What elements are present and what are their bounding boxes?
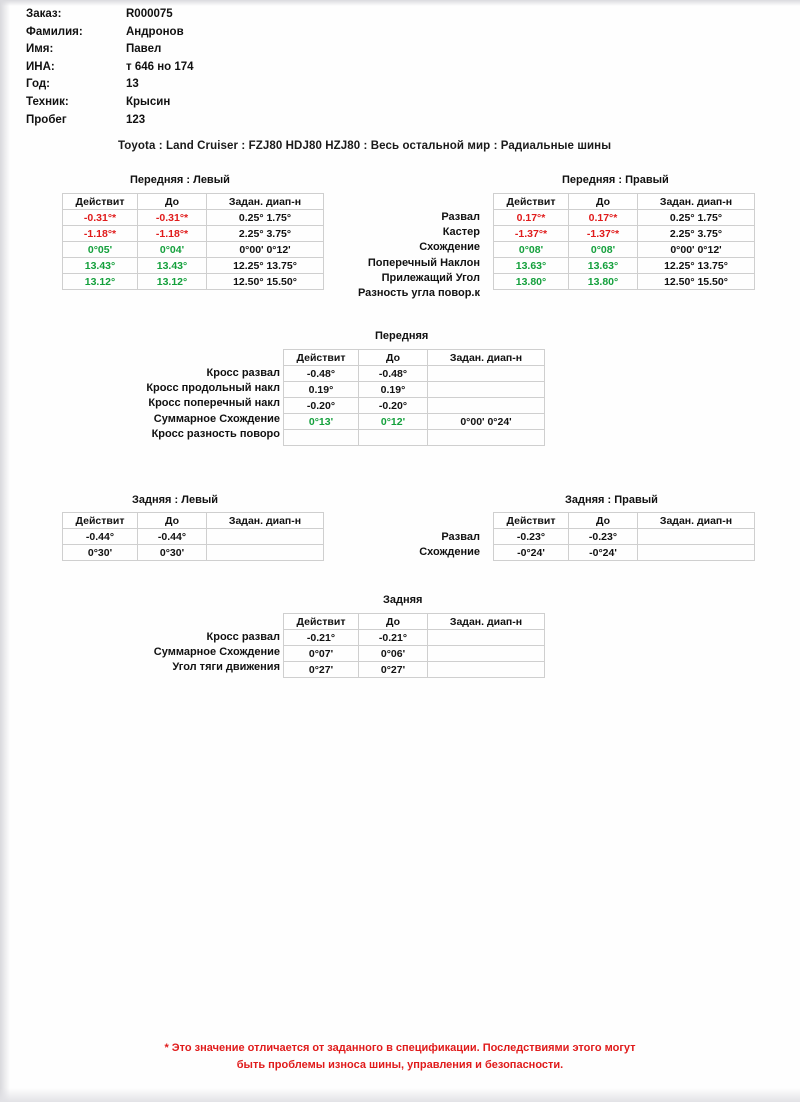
- spec-warning-footnote: [0, 1040, 800, 1074]
- front-row-labels: [330, 210, 480, 301]
- cell-spec: 2.25° 3.75°: [638, 226, 755, 242]
- cell-actual: 0°13': [284, 414, 359, 430]
- rear-cross-label-total-toe: Суммарное Схождение: [153, 646, 280, 659]
- cell-spec: 0°00' 0°12': [638, 242, 755, 258]
- front-label-sai: Поперечный Наклон: [367, 256, 480, 269]
- cell-actual: -0.20°: [284, 398, 359, 414]
- table-row: [284, 630, 545, 646]
- header-row: [26, 59, 194, 77]
- cell-before: -1.18°*: [138, 226, 207, 242]
- col-before: До: [569, 194, 638, 210]
- cell-spec: [207, 545, 324, 561]
- header-label-mileage: Пробег: [26, 113, 67, 126]
- cell-spec: [428, 398, 545, 414]
- table-row: [63, 545, 324, 561]
- cell-actual: -0.48°: [284, 366, 359, 382]
- col-actual: Действит: [494, 194, 569, 210]
- header-value-year: 13: [126, 78, 139, 91]
- front-label-camber: Развал: [441, 211, 480, 223]
- front-left-title: Передняя : Левый: [130, 174, 230, 186]
- front-cross-table: [283, 349, 545, 446]
- cell-actual: -1.37°*: [494, 226, 569, 242]
- cell-before: 0°12': [359, 414, 428, 430]
- cell-before: 0°04': [138, 242, 207, 258]
- front-label-toe: Схождение: [419, 241, 480, 254]
- col-before: До: [138, 194, 207, 210]
- header-value-mileage: 123: [126, 113, 146, 126]
- cell-actual: -0°24': [494, 545, 569, 561]
- header-value-plate: т 646 но 174: [126, 60, 194, 73]
- front-left-table: [62, 193, 324, 290]
- cell-actual: 0°08': [494, 242, 569, 258]
- table-row: [494, 545, 755, 561]
- cell-spec: 12.50° 15.50°: [207, 274, 324, 290]
- footnote-line-1: * Это значение отличается от заданного в спецификации. Последствиями этого могут: [164, 1042, 636, 1054]
- cell-actual: 0.19°: [284, 382, 359, 398]
- col-actual: Действит: [63, 194, 138, 210]
- cell-spec: [428, 382, 545, 398]
- cell-spec: [428, 366, 545, 382]
- table-row: [494, 274, 755, 290]
- cell-spec: 0.25° 1.75°: [207, 210, 324, 226]
- table-header-row: [284, 614, 545, 630]
- cell-actual: 13.63°: [494, 258, 569, 274]
- col-before: До: [359, 350, 428, 366]
- col-spec: Задан. диап-н: [428, 350, 545, 366]
- front-label-turning-angle-diff: Разность угла повор.к: [357, 287, 480, 300]
- front-cross-label-cross-turn-diff: Кросс разность поворо: [151, 427, 280, 440]
- cell-actual: -0.21°: [284, 630, 359, 646]
- cell-before: 13.43°: [138, 258, 207, 274]
- table-row: [494, 529, 755, 545]
- vehicle-spec-line: Toyota : Land Cruiser : FZJ80 HDJ80 HZJ80 : Весь остальной мир : Радиальные шины: [118, 140, 612, 152]
- header-row: [26, 112, 194, 130]
- cell-before: -0.21°: [359, 630, 428, 646]
- header-label-lastname: Фамилия:: [26, 25, 83, 38]
- header-row: [26, 6, 194, 24]
- col-before: До: [138, 513, 207, 529]
- cell-spec: [207, 529, 324, 545]
- col-actual: Действит: [63, 513, 138, 529]
- header-row: [26, 41, 194, 59]
- col-spec: Задан. диап-н: [638, 194, 755, 210]
- table-row: [284, 398, 545, 414]
- front-label-caster: Кастер: [442, 226, 480, 239]
- order-header: [26, 6, 194, 129]
- cell-before: -0.48°: [359, 366, 428, 382]
- rear-row-labels: [330, 530, 480, 560]
- table-row: [63, 274, 324, 290]
- front-cross-label-total-toe: Суммарное Схождение: [153, 412, 280, 425]
- rear-label-toe: Схождение: [419, 546, 480, 559]
- cell-actual: -0.23°: [494, 529, 569, 545]
- cell-spec: [428, 630, 545, 646]
- cell-before: 13.12°: [138, 274, 207, 290]
- table-row: [494, 242, 755, 258]
- cell-before: -0°24': [569, 545, 638, 561]
- cell-actual: 0°30': [63, 545, 138, 561]
- rear-cross-label-thrust-angle: Угол тяги движения: [172, 661, 280, 674]
- table-row: [494, 226, 755, 242]
- table-row: [284, 366, 545, 382]
- header-label-year: Год:: [26, 78, 50, 91]
- cell-before: 0°27': [359, 662, 428, 678]
- col-spec: Задан. диап-н: [428, 614, 545, 630]
- rear-cross-label-cross-camber: Кросс развал: [206, 631, 280, 643]
- front-cross-label-cross-caster: Кросс продольный накл: [146, 382, 280, 395]
- cell-before: 13.80°: [569, 274, 638, 290]
- header-label-firstname: Имя:: [26, 43, 54, 56]
- cell-actual: 13.12°: [63, 274, 138, 290]
- cell-actual: -0.31°*: [63, 210, 138, 226]
- header-row: [26, 24, 194, 42]
- cell-before: 0.19°: [359, 382, 428, 398]
- cell-actual: 0°07': [284, 646, 359, 662]
- cell-spec: 12.25° 13.75°: [638, 258, 755, 274]
- rear-left-table: [62, 512, 324, 561]
- cell-before: -0.23°: [569, 529, 638, 545]
- header-label-technician: Техник:: [26, 95, 69, 108]
- table-header-row: [63, 513, 324, 529]
- table-row: [63, 258, 324, 274]
- cell-before: -0.44°: [138, 529, 207, 545]
- cell-spec: 0°00' 0°24': [428, 414, 545, 430]
- cell-before: -0.20°: [359, 398, 428, 414]
- scan-edge-bottom: [0, 1088, 800, 1102]
- table-row: [63, 210, 324, 226]
- rear-cross-title: Задняя: [383, 594, 423, 606]
- front-cross-label-cross-camber: Кросс развал: [206, 367, 280, 379]
- rear-left-title: Задняя : Левый: [132, 494, 219, 506]
- table-row: [494, 210, 755, 226]
- cell-actual: [284, 430, 359, 446]
- table-header-row: [494, 194, 755, 210]
- header-value-order: R000075: [126, 8, 173, 20]
- front-cross-label-cross-sai: Кросс поперечный накл: [148, 397, 280, 410]
- cell-before: [359, 430, 428, 446]
- header-value-firstname: Павел: [126, 43, 162, 56]
- cell-before: 0°08': [569, 242, 638, 258]
- col-before: До: [569, 513, 638, 529]
- cell-spec: [428, 646, 545, 662]
- table-row: [284, 646, 545, 662]
- front-right-table: [493, 193, 755, 290]
- col-before: До: [359, 614, 428, 630]
- table-row: [284, 662, 545, 678]
- cell-spec: 12.50° 15.50°: [638, 274, 755, 290]
- front-label-included-angle: Прилежащий Угол: [381, 271, 480, 284]
- cell-actual: 0.17°*: [494, 210, 569, 226]
- table-row: [63, 226, 324, 242]
- cell-before: 0°30': [138, 545, 207, 561]
- header-label-order: Заказ:: [26, 8, 62, 20]
- cell-actual: 13.43°: [63, 258, 138, 274]
- cell-spec: [428, 662, 545, 678]
- cell-actual: 0°05': [63, 242, 138, 258]
- table-row: [284, 430, 545, 446]
- cell-spec: [638, 545, 755, 561]
- cell-spec: 0.25° 1.75°: [638, 210, 755, 226]
- front-cross-row-labels: [70, 366, 280, 442]
- cell-spec: 0°00' 0°12': [207, 242, 324, 258]
- cell-actual: 13.80°: [494, 274, 569, 290]
- rear-right-table: [493, 512, 755, 561]
- footnote-line-2: быть проблемы износа шины, управления и безопасности.: [236, 1059, 564, 1071]
- col-spec: Задан. диап-н: [207, 194, 324, 210]
- scan-edge-left: [0, 0, 10, 1102]
- cell-before: 13.63°: [569, 258, 638, 274]
- header-row: [26, 76, 194, 94]
- table-row: [494, 258, 755, 274]
- rear-label-camber: Развал: [441, 531, 480, 543]
- header-row: [26, 94, 194, 112]
- rear-right-title: Задняя : Правый: [565, 494, 658, 506]
- header-label-plate: ИНА:: [26, 60, 55, 73]
- cell-actual: -1.18°*: [63, 226, 138, 242]
- cell-spec: 12.25° 13.75°: [207, 258, 324, 274]
- table-row: [284, 414, 545, 430]
- table-row: [284, 382, 545, 398]
- header-value-lastname: Андронов: [126, 25, 184, 38]
- col-spec: Задан. диап-н: [207, 513, 324, 529]
- cell-before: 0°06': [359, 646, 428, 662]
- front-cross-title: Передняя: [375, 330, 429, 342]
- table-row: [63, 529, 324, 545]
- rear-cross-row-labels: [70, 630, 280, 676]
- cell-actual: -0.44°: [63, 529, 138, 545]
- col-actual: Действит: [284, 614, 359, 630]
- cell-spec: 2.25° 3.75°: [207, 226, 324, 242]
- table-header-row: [494, 513, 755, 529]
- cell-spec: [638, 529, 755, 545]
- cell-spec: [428, 430, 545, 446]
- table-row: [63, 242, 324, 258]
- rear-cross-table: [283, 613, 545, 678]
- col-actual: Действит: [494, 513, 569, 529]
- front-right-title: Передняя : Правый: [562, 174, 669, 186]
- col-spec: Задан. диап-н: [638, 513, 755, 529]
- cell-actual: 0°27': [284, 662, 359, 678]
- col-actual: Действит: [284, 350, 359, 366]
- table-header-row: [284, 350, 545, 366]
- header-value-technician: Крысин: [126, 95, 171, 108]
- cell-before: -0.31°*: [138, 210, 207, 226]
- cell-before: 0.17°*: [569, 210, 638, 226]
- cell-before: -1.37°*: [569, 226, 638, 242]
- table-header-row: [63, 194, 324, 210]
